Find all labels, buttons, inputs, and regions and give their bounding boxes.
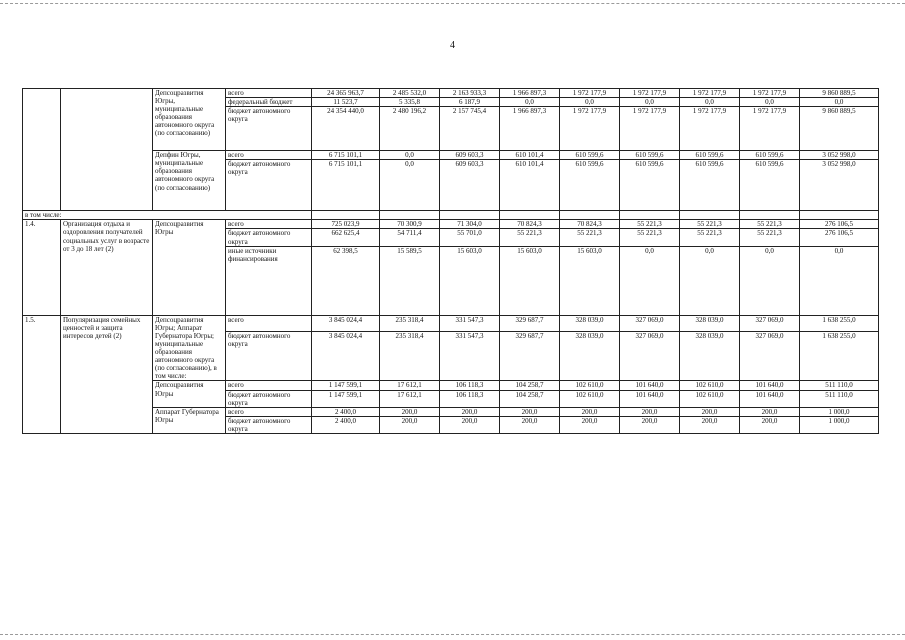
amount-cell: 1 000,0 — [800, 407, 879, 416]
budget-table — [22, 88, 879, 434]
amount-cell: 200,0 — [620, 407, 680, 416]
amount-cell: 2 163 933,3 — [440, 89, 500, 98]
amount-cell: 102 610,0 — [680, 390, 740, 407]
amount-cell: 0,0 — [380, 151, 440, 160]
amount-cell: 328 039,0 — [560, 315, 620, 331]
funding-source: бюджет автономного округа — [226, 390, 312, 407]
amount-cell: 0,0 — [740, 246, 800, 315]
scan-edge-top — [0, 3, 905, 4]
funding-source: всего — [226, 220, 312, 229]
amount-cell: 0,0 — [740, 98, 800, 107]
amount-cell: 70 300,9 — [380, 220, 440, 229]
amount-cell: 3 052 998,0 — [800, 151, 879, 160]
amount-cell: 329 687,7 — [500, 331, 560, 381]
funding-source: бюджет автономного округа — [226, 331, 312, 381]
amount-cell: 1 972 177,9 — [740, 107, 800, 151]
amount-cell: 11 523,7 — [312, 98, 380, 107]
item-code: 1.4. — [23, 220, 61, 315]
amount-cell: 102 610,0 — [680, 381, 740, 390]
amount-cell: 55 221,3 — [620, 220, 680, 229]
amount-cell: 1 972 177,9 — [620, 107, 680, 151]
amount-cell: 71 304,0 — [440, 220, 500, 229]
amount-cell: 17 612,1 — [380, 381, 440, 390]
executor-name: Депсоцразвития Югры, муниципальные образования автономного округа (по согласованию) — [153, 89, 226, 151]
amount-cell: 1 966 897,3 — [500, 107, 560, 151]
funding-source: всего — [226, 381, 312, 390]
amount-cell: 0,0 — [680, 246, 740, 315]
amount-cell: 327 069,0 — [620, 315, 680, 331]
amount-cell: 200,0 — [440, 416, 500, 433]
subtotal-row — [23, 211, 879, 220]
amount-cell: 1 966 897,3 — [500, 89, 560, 98]
amount-cell: 2 480 196,2 — [380, 107, 440, 151]
amount-cell: 1 972 177,9 — [620, 89, 680, 98]
empty-cell — [680, 211, 740, 220]
amount-cell: 5 335,8 — [380, 98, 440, 107]
amount-cell: 200,0 — [740, 407, 800, 416]
table-row — [23, 220, 879, 229]
scan-edge-bottom — [0, 634, 905, 635]
amount-cell: 331 547,3 — [440, 331, 500, 381]
amount-cell: 101 640,0 — [620, 381, 680, 390]
item-name: Организация отдыха и оздоровления получателей социальных услуг в возрасте от 3 до 18 лет (2) — [61, 220, 153, 315]
funding-source: бюджет автономного округа — [226, 160, 312, 211]
amount-cell: 17 612,1 — [380, 390, 440, 407]
amount-cell: 2 400,0 — [312, 407, 380, 416]
amount-cell: 327 069,0 — [740, 331, 800, 381]
amount-cell: 725 023,9 — [312, 220, 380, 229]
amount-cell: 200,0 — [740, 416, 800, 433]
executor-name: Депсоцразвития Югры; Аппарат Губернатора Югры; муниципальные образования автономного округа (по согласованию), в том числе: — [153, 315, 226, 381]
amount-cell: 327 069,0 — [620, 331, 680, 381]
amount-cell: 1 638 255,0 — [800, 331, 879, 381]
amount-cell: 106 118,3 — [440, 381, 500, 390]
amount-cell: 104 258,7 — [500, 381, 560, 390]
budget-table-body — [23, 89, 879, 434]
item-code — [23, 89, 61, 211]
amount-cell: 0,0 — [560, 98, 620, 107]
amount-cell: 2 157 745,4 — [440, 107, 500, 151]
empty-cell — [440, 211, 500, 220]
amount-cell: 200,0 — [500, 416, 560, 433]
amount-cell: 15 589,5 — [380, 246, 440, 315]
amount-cell: 0,0 — [620, 98, 680, 107]
amount-cell: 3 052 998,0 — [800, 160, 879, 211]
amount-cell: 200,0 — [680, 416, 740, 433]
amount-cell: 106 118,3 — [440, 390, 500, 407]
empty-cell — [620, 211, 680, 220]
amount-cell: 235 318,4 — [380, 331, 440, 381]
in-that-label: в том числе: — [23, 211, 312, 220]
funding-source: бюджет автономного округа — [226, 416, 312, 433]
amount-cell: 200,0 — [440, 407, 500, 416]
executor-name: Депфин Югры, муниципальные образования автономного округа (по согласованию) — [153, 151, 226, 211]
amount-cell: 55 221,3 — [560, 229, 620, 246]
item-code: 1.5. — [23, 315, 61, 433]
amount-cell: 328 039,0 — [680, 331, 740, 381]
funding-source: всего — [226, 89, 312, 98]
amount-cell: 6 187,9 — [440, 98, 500, 107]
amount-cell: 101 640,0 — [740, 381, 800, 390]
amount-cell: 276 106,5 — [800, 229, 879, 246]
amount-cell: 0,0 — [500, 98, 560, 107]
amount-cell: 200,0 — [500, 407, 560, 416]
amount-cell: 327 069,0 — [740, 315, 800, 331]
empty-cell — [312, 211, 380, 220]
amount-cell: 610 599,6 — [560, 151, 620, 160]
amount-cell: 329 687,7 — [500, 315, 560, 331]
amount-cell: 55 221,3 — [500, 229, 560, 246]
amount-cell: 1 638 255,0 — [800, 315, 879, 331]
amount-cell: 1 147 599,1 — [312, 381, 380, 390]
amount-cell: 609 603,3 — [440, 151, 500, 160]
amount-cell: 1 972 177,9 — [680, 89, 740, 98]
amount-cell: 331 547,3 — [440, 315, 500, 331]
amount-cell: 0,0 — [800, 98, 879, 107]
amount-cell: 235 318,4 — [380, 315, 440, 331]
executor-name: Аппарат Губернатора Югры — [153, 407, 226, 433]
amount-cell: 610 101,4 — [500, 160, 560, 211]
amount-cell: 328 039,0 — [560, 331, 620, 381]
funding-source: иные источники финансирования — [226, 246, 312, 315]
amount-cell: 62 398,5 — [312, 246, 380, 315]
empty-cell — [500, 211, 560, 220]
amount-cell: 70 824,3 — [500, 220, 560, 229]
amount-cell: 610 599,6 — [680, 151, 740, 160]
amount-cell: 610 599,6 — [620, 160, 680, 211]
amount-cell: 54 711,4 — [380, 229, 440, 246]
amount-cell: 0,0 — [800, 246, 879, 315]
amount-cell: 104 258,7 — [500, 390, 560, 407]
amount-cell: 0,0 — [380, 160, 440, 211]
amount-cell: 0,0 — [680, 98, 740, 107]
amount-cell: 610 599,6 — [680, 160, 740, 211]
amount-cell: 2 485 532,0 — [380, 89, 440, 98]
amount-cell: 15 603,0 — [440, 246, 500, 315]
amount-cell: 101 640,0 — [740, 390, 800, 407]
amount-cell: 9 860 889,5 — [800, 89, 879, 98]
amount-cell: 55 221,3 — [740, 229, 800, 246]
amount-cell: 24 365 963,7 — [312, 89, 380, 98]
item-name: Популяризация семейных ценностей и защита интересов детей (2) — [61, 315, 153, 433]
amount-cell: 2 400,0 — [312, 416, 380, 433]
amount-cell: 610 599,6 — [620, 151, 680, 160]
amount-cell: 1 147 599,1 — [312, 390, 380, 407]
amount-cell: 200,0 — [380, 407, 440, 416]
amount-cell: 200,0 — [620, 416, 680, 433]
amount-cell: 610 599,6 — [740, 151, 800, 160]
amount-cell: 24 354 440,0 — [312, 107, 380, 151]
funding-source: всего — [226, 151, 312, 160]
page-number: 4 — [450, 40, 455, 51]
amount-cell: 9 860 889,5 — [800, 107, 879, 151]
funding-source: бюджет автономного округа — [226, 107, 312, 151]
amount-cell: 6 715 101,1 — [312, 160, 380, 211]
amount-cell: 55 221,3 — [680, 220, 740, 229]
amount-cell: 6 715 101,1 — [312, 151, 380, 160]
empty-cell — [560, 211, 620, 220]
funding-source: всего — [226, 407, 312, 416]
amount-cell: 55 221,3 — [680, 229, 740, 246]
executor-name: Депсоцразвития Югры — [153, 220, 226, 315]
amount-cell: 610 101,4 — [500, 151, 560, 160]
amount-cell: 1 972 177,9 — [740, 89, 800, 98]
amount-cell: 276 106,5 — [800, 220, 879, 229]
amount-cell: 3 845 024,4 — [312, 331, 380, 381]
funding-source: всего — [226, 315, 312, 331]
amount-cell: 70 824,3 — [560, 220, 620, 229]
item-name — [61, 89, 153, 211]
empty-cell — [380, 211, 440, 220]
amount-cell: 511 110,0 — [800, 390, 879, 407]
amount-cell: 15 603,0 — [560, 246, 620, 315]
amount-cell: 55 221,3 — [620, 229, 680, 246]
amount-cell: 15 603,0 — [500, 246, 560, 315]
amount-cell: 200,0 — [380, 416, 440, 433]
amount-cell: 101 640,0 — [620, 390, 680, 407]
amount-cell: 200,0 — [680, 407, 740, 416]
amount-cell: 102 610,0 — [560, 390, 620, 407]
amount-cell: 200,0 — [560, 407, 620, 416]
amount-cell: 609 603,3 — [440, 160, 500, 211]
amount-cell: 0,0 — [620, 246, 680, 315]
amount-cell: 1 000,0 — [800, 416, 879, 433]
amount-cell: 511 110,0 — [800, 381, 879, 390]
executor-name: Депсоцразвития Югры — [153, 381, 226, 407]
amount-cell: 328 039,0 — [680, 315, 740, 331]
amount-cell: 610 599,6 — [740, 160, 800, 211]
empty-cell — [740, 211, 800, 220]
amount-cell: 1 972 177,9 — [560, 107, 620, 151]
amount-cell: 55 701,0 — [440, 229, 500, 246]
amount-cell: 610 599,6 — [560, 160, 620, 211]
table-row — [23, 315, 879, 331]
amount-cell: 1 972 177,9 — [560, 89, 620, 98]
empty-cell — [800, 211, 879, 220]
amount-cell: 662 625,4 — [312, 229, 380, 246]
amount-cell: 200,0 — [560, 416, 620, 433]
amount-cell: 1 972 177,9 — [680, 107, 740, 151]
amount-cell: 55 221,3 — [740, 220, 800, 229]
funding-source: бюджет автономного округа — [226, 229, 312, 246]
amount-cell: 3 845 024,4 — [312, 315, 380, 331]
funding-source: федеральный бюджет — [226, 98, 312, 107]
amount-cell: 102 610,0 — [560, 381, 620, 390]
table-row — [23, 89, 879, 98]
